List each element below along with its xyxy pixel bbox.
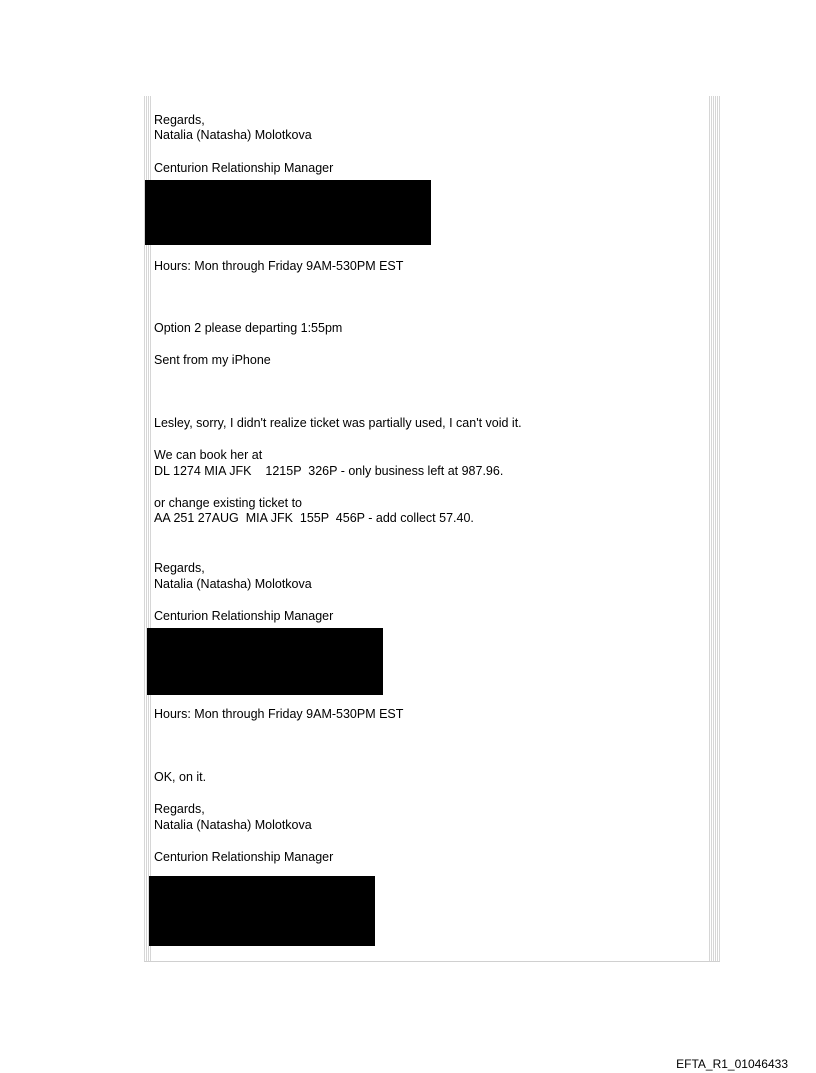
signature-name: Natalia (Natasha) Molotkova bbox=[154, 128, 312, 142]
signature-name: Natalia (Natasha) Molotkova bbox=[154, 577, 312, 591]
document-id: EFTA_R1_01046433 bbox=[676, 1057, 788, 1071]
redaction-box bbox=[145, 180, 431, 245]
sent-from-line: Sent from my iPhone bbox=[154, 353, 271, 367]
signature-hours: Hours: Mon through Friday 9AM-530PM EST bbox=[154, 707, 404, 721]
signature-regards: Regards, bbox=[154, 802, 205, 816]
message-apology: Lesley, sorry, I didn't realize ticket was partially used, I can't void it. bbox=[154, 416, 522, 430]
signature-regards: Regards, bbox=[154, 561, 205, 575]
redaction-box bbox=[147, 628, 383, 695]
signature-name: Natalia (Natasha) Molotkova bbox=[154, 818, 312, 832]
change-flight-option: AA 251 27AUG MIA JFK 155P 456P - add collect 57.40. bbox=[154, 511, 474, 525]
reply-message: Option 2 please departing 1:55pm bbox=[154, 321, 343, 335]
signature-regards: Regards, bbox=[154, 113, 205, 127]
signature-title: Centurion Relationship Manager bbox=[154, 161, 334, 175]
booking-flight-option: DL 1274 MIA JFK 1215P 326P - only business left at 987.96. bbox=[154, 464, 504, 478]
signature-hours: Hours: Mon through Friday 9AM-530PM EST bbox=[154, 259, 404, 273]
signature-title: Centurion Relationship Manager bbox=[154, 850, 334, 864]
reply-message: OK, on it. bbox=[154, 770, 207, 784]
booking-intro: We can book her at bbox=[154, 448, 263, 462]
redaction-box bbox=[149, 876, 375, 946]
signature-title: Centurion Relationship Manager bbox=[154, 609, 334, 623]
frame-bottom-border bbox=[144, 961, 720, 962]
frame-right-border bbox=[709, 96, 720, 962]
change-intro: or change existing ticket to bbox=[154, 496, 302, 510]
